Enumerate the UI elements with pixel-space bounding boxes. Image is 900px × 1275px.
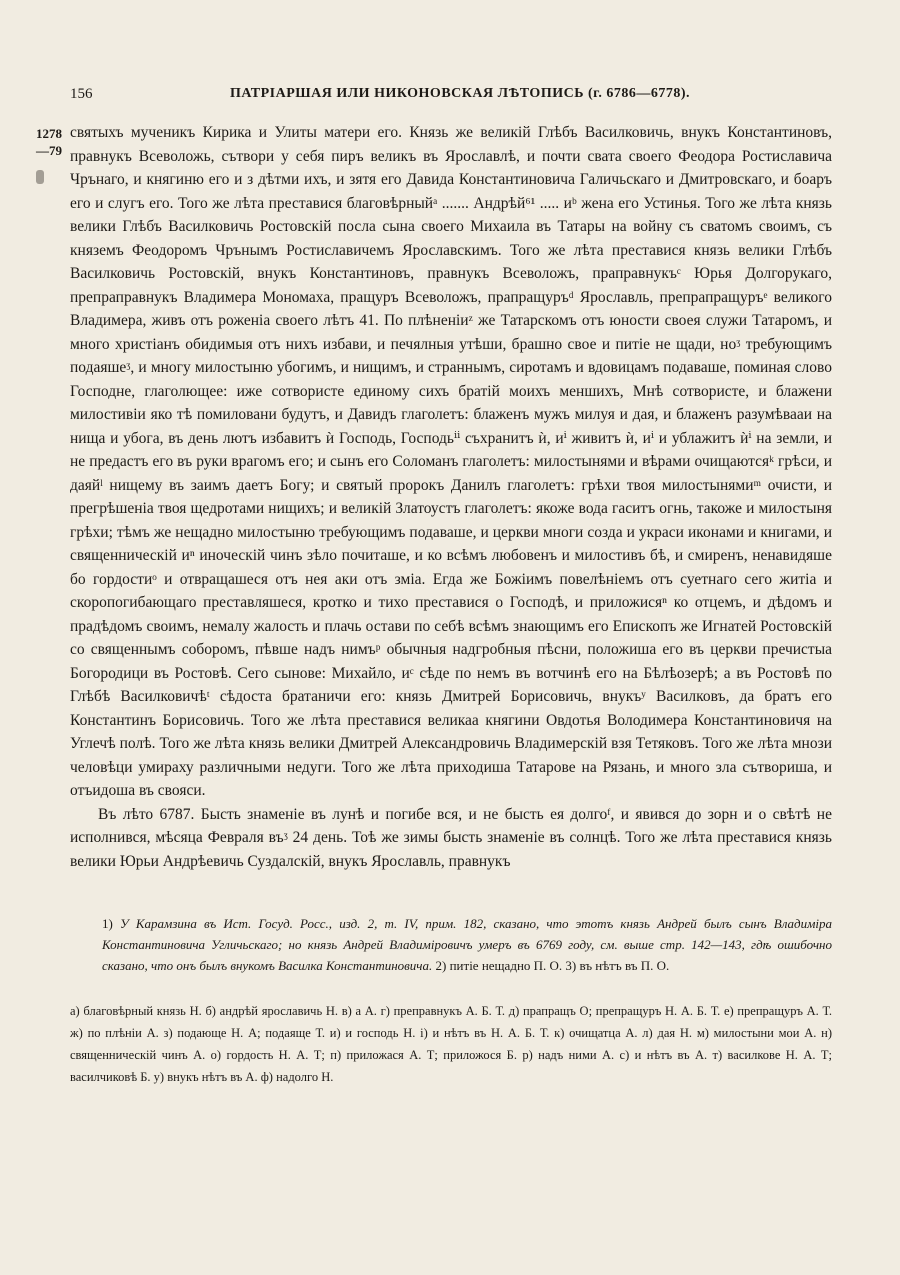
body-paragraph: Въ лѣто 6787. Бысть знаменіе въ лунѣ и погибе вся, и не бысть ея долгоᶠ, и явився до зорн и о свѣтѣ не исполнився, мѣсяца Февраля въᶾ 24 день. Тоѣ же зимы бысть знаменіе въ солнцѣ. Того же лѣта преставися князь велики Юрьи Андрѣевичь Суздалскій, внукъ Ярославль, правнукъ — [70, 805, 832, 870]
body-paragraph: святыхъ мученикъ Кирика и Улиты матери его. Князь же великій Глѣбъ Василковичь, внукъ Константиновъ, правнукъ Всеволожь, сътвори у себя пиръ великъ въ Ярославлѣ, и почти свата своего Феодора Ростиславича Чрънаго, и княгиню его и з дѣтми ихъ, и зятя его Давида Константиновича Галичьскаго и Дмитровскаго, и боаръ его и слугъ его. Того же лѣта преставися благовѣрныйᵃ ....... Андрѣй⁶¹ ..... иᵇ жена его Устинья. Того же лѣта князь велики Глѣбъ Василковичь Ростовскій посла сына своего Михаила въ Татары на войну съ сватомъ своимъ, съ княземъ Феодоромъ Чрънымъ Ростиславичемъ Ярославскимъ. Того же лѣта преставися князь велики Глѣбъ Василковичь Ростовскій, внукъ Константиновъ, правнукъ Всеволожъ, праправнукъᶜ Юрья Долгорукаго, препраправнукъ Владимера Мономаха, пращуръ Всеволожъ, прапращуръᵈ Ярославль, препрапращуръᵉ великого Владимера, живъ отъ роженіа своего лѣтъ 41. По плѣненіиᶻ же Татарскомъ отъ юности своея служи Татаромъ, и много христіанъ обидимыя отъ нихъ избави, и печялныя утѣши, брашно свое и питіе не щади, ноᶾ требующимъ подаяшеᶾ, и многу милостыню убогимъ, и нищимъ, и страннымъ, сиротамъ и вдовицамъ подаваше, поминая слово Господне, глаголющее: иже сотвористе единому сихъ братій моихъ меншихъ, Мнѣ сотвористе, и блажени милостивіи яко тѣ помиловани будутъ, и Давидъ глаголетъ: блаженъ мужъ милуя и дая, и блаженъ разумѣвааи на нища и убога, въ день лютъ избавитъ ѝ Господь, Господьⁱⁱ съхранитъ ѝ, иⁱ живитъ ѝ, иⁱ и ублажитъ ѝⁱ на земли, и не предастъ его въ руки врагомъ его; и сынъ его Соломанъ глаголетъ: милостынями и вѣрами очищаютсяᵏ грѣси, и даяйˡ нищему въ заимъ даетъ Богу; и святый пророкъ Данилъ глаголетъ: грѣхи твоя милостынямиᵐ очисти, и прегрѣшеніа твоя щедротами нищихъ; и великій Златоустъ глаголетъ: якоже вода гаситъ огнь, такоже и милостыня грѣхи; тѣмъ же нещадно милостыню требующимъ подаваше, и церкви многи созда и украси иконами и книгами, и священническій иⁿ иноческій чинъ зѣло почиташе, и ко всѣмъ любовенъ и милостивъ бѣ, и смиренъ, ненавидяше бо гордостиᵒ и отвращашеся отъ нея аки отъ зміа. Егда же Божіимъ повелѣніемъ отъ суетнаго сего житіа и скоропогибающаго преставляшеся, кротко и тихо преставися о Господѣ, и приложисяⁿ ко отцемъ, и дѣдомъ и прадѣдомъ своимъ, немалу жалость и плачь остави по себѣ всѣмъ знающимъ его Епископъ же Игнатей Ростовскій со священнымъ соборомъ, пѣвше надъ нимъᵖ обычныя надгробныя пѣсни, положиша его въ церкви пречистыа Богородици въ Ростовѣ. Сего сынове: Михайло, иᶜ сѣде по немъ въ вотчинѣ его на Бѣлѣозерѣ; а въ Ростовѣ по Глѣбѣ Василковичѣᵗ сѣдоста братаничи его: князь Дмитрей Борисовичь, внукъʸ Василковъ, да братъ его Константинъ Борисовичь. Того же лѣта преставися великаа княгини Овдотья Володимера Константиновичя на Углечѣ полѣ. Того же лѣта князь велики Дмитрей Александровичь Владимерскій взя Тетяковъ. Того же лѣта мнози человѣци умираху различными недуги. Того же лѣта приходиша Татарове на Рязань, и много зла сътвориша, и отъидоша въ свояси. — [70, 124, 832, 799]
page-header — [70, 86, 830, 110]
main-text — [70, 121, 832, 873]
variant-readings-text: а) благовѣрный князь Н. б) андрѣй ярославичь Н. в) а А. г) препрaвнукъ А. Б. Т. д) прапращъ О; препращуръ Н. А. Б. Т. е) препращуръ А. Т. ж) по плѣніи А. з) подающе Н. А; подаяще Т. и) и господь Н. і) и нѣтъ въ Н. А. Б. Т. к) очищатца А. л) дая Н. м) милостыни мои А. н) священническій чинъ А. о) гордость Н. А. Т; п) приложася А. Т; приложося Б. р) надъ ними А. с) и нѣтъ въ А. т) василкове Н. А. Т; василчиковѣ Б. у) внукъ нѣтъ въ А. ф) надолго Н. — [70, 1004, 832, 1084]
footnotes — [102, 913, 832, 984]
footnote-1 — [102, 913, 832, 976]
variant-readings — [70, 1000, 832, 1088]
footnote-1-text: У Карамзина въ Ист. Госуд. Росс., изд. 2, т. IV, прим. 182, сказано, что этотъ князь Андрей былъ сынъ Владиміра Константиновича Угличьскаго; но князь Андрей Владиміровичъ умеръ въ 6769 году, см. выше стр. 142—143, гдѣ ошибочно сказано, что онъ былъ внукомъ Василка Константиновича. — [102, 916, 833, 973]
margin-year-end: —79 — [36, 143, 62, 158]
footnote-2-text: 2) питіе нещадно П. О. 3) въ нѣтъ въ П. О. — [435, 958, 670, 973]
margin-year-start: 1278 — [36, 126, 62, 141]
ink-blot-mark — [36, 170, 44, 184]
footnote-1-marker: 1) — [102, 916, 113, 931]
running-head: ПАТРІАРШАЯ ИЛИ НИКОНОВСКАЯ ЛѢТОПИСЬ (г. 6786—6778). — [230, 86, 691, 101]
page-number: 156 — [70, 86, 93, 102]
